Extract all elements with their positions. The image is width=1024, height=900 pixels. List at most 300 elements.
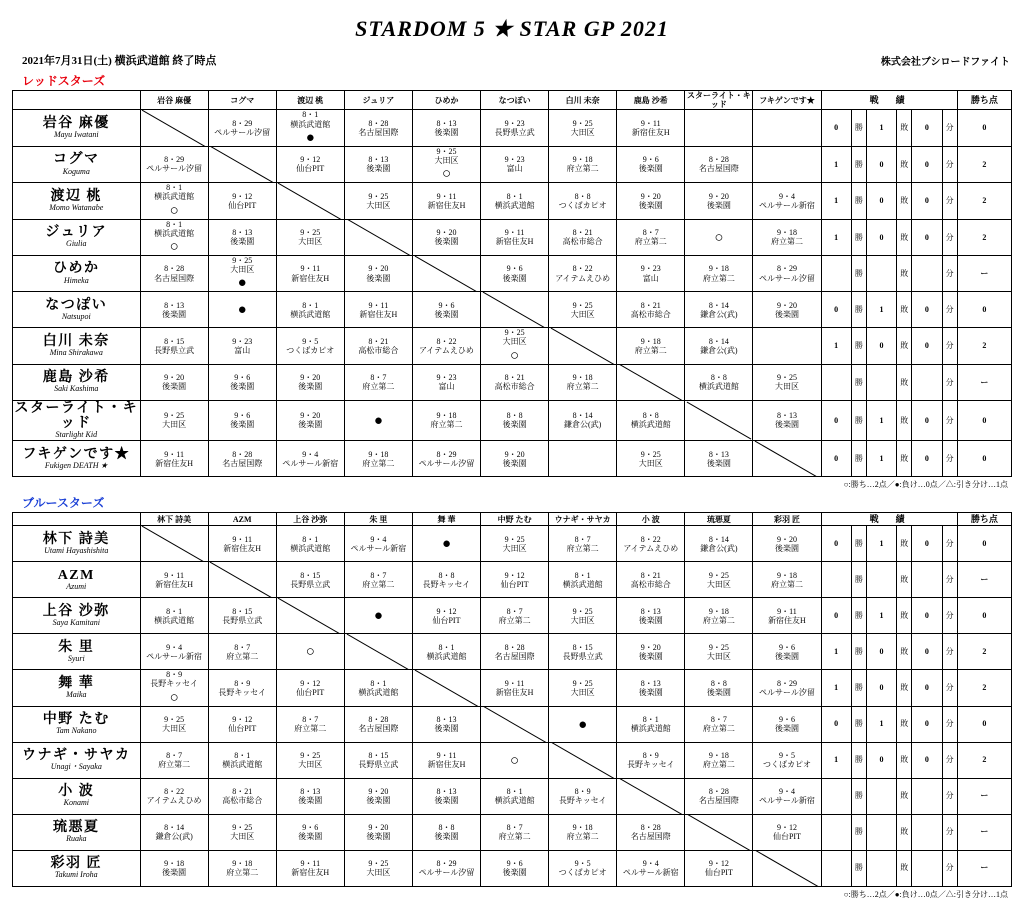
match-date: 8・1 [234,750,251,760]
wrestler-name-ja: ひめか [53,261,100,277]
wrestler-name-ja: 琉悪夏 [53,819,100,835]
match-date: 9・20 [640,642,661,652]
match-venue: 名古屋国際 [222,458,263,468]
match-date: 8・9 [166,670,183,680]
wrestler-name-ja: 朱 里 [58,639,95,655]
wrestler-name-en: Unagi・Sayaka [50,762,102,772]
loss-count: 1 [866,400,896,441]
match-date: 9・11 [504,228,525,237]
match-date: 9・25 [300,750,321,760]
match-venue: 高松市総合 [630,579,671,589]
table-row [13,526,1012,562]
match-date: 8・29 [436,858,457,868]
self-cell [685,814,753,850]
loss-count [866,562,896,598]
self-cell [549,328,617,364]
wrestler-name-cell [13,778,141,814]
match-cell [685,110,753,146]
wrestler-name-cell [13,219,141,255]
diagonal-line [346,219,410,255]
loss-count: 1 [866,110,896,146]
draw-count: 0 [912,634,942,670]
match-cell [344,526,412,562]
match-venue: ペルサール汐留 [418,458,475,468]
loss-label: 敗 [897,328,912,364]
match-date: 9・18 [368,449,389,459]
match-cell [685,706,753,742]
draw-label: 分 [942,526,957,562]
corner-cell [13,91,141,110]
match-date: 9・20 [708,191,729,201]
match-venue: 後楽園 [298,420,323,430]
match-date: 8・9 [642,750,659,760]
match-cell [685,328,753,364]
draw-count [912,778,942,814]
match-cell [753,706,821,742]
group-label-red: レッドスターズ [22,74,106,88]
match-cell [344,742,412,778]
wrestler-name-en: Saya Kamitani [52,618,100,627]
match-venue: 新宿住友H [291,273,330,283]
match-date: 9・20 [368,822,389,832]
match-cell [344,400,412,441]
match-venue: 府立第二 [634,345,667,355]
match-cell [344,255,412,291]
match-venue: 横浜武道館 [290,309,331,319]
match-venue: 大田区 [162,724,187,734]
match-cell [753,110,821,146]
match-venue: 後楽園 [434,796,459,806]
match-venue: 横浜武道館 [154,192,195,202]
column-header-2: コグマ [208,91,276,110]
win-count [821,562,851,598]
match-cell [140,778,208,814]
draw-count: 0 [912,400,942,441]
self-cell [208,146,276,182]
match-venue: 後楽園 [638,615,663,625]
match-date: 8・22 [164,786,185,796]
match-venue: 大田区 [298,760,323,770]
match-date: 8・13 [436,714,457,724]
match-cell [276,400,344,441]
match-date: 8・7 [710,714,727,724]
match-venue: ペルサール汐留 [418,868,475,878]
match-cell [208,742,276,778]
match-date: 9・18 [776,228,797,237]
match-venue: 鎌倉公(武) [700,543,738,553]
match-date: 8・7 [370,372,387,382]
match-date: 8・21 [572,228,593,237]
match-venue: 仙台PIT [772,832,801,842]
match-venue: 鎌倉公(武) [564,420,602,430]
result-mark: ● [373,412,383,429]
match-venue: 大田区 [570,687,595,697]
match-cell [412,706,480,742]
result-mark: ○ [510,347,520,364]
wrestler-name-ja: ウナギ・サヤカ [22,747,131,763]
match-date: 9・12 [300,678,321,688]
match-date: 8・14 [708,534,729,544]
match-cell [140,183,208,219]
points-header: 勝ち点 [957,513,1011,526]
match-date: 9・6 [778,714,795,724]
match-venue: 後楽園 [434,724,459,734]
self-cell [481,706,549,742]
match-cell [208,634,276,670]
match-venue: 高松市総合 [358,345,399,355]
match-cell [140,328,208,364]
loss-label: 敗 [897,146,912,182]
match-venue: つくばカピオ [558,868,607,878]
wrestler-name-cell [13,364,141,400]
match-cell [481,255,549,291]
win-label: 勝 [851,598,866,634]
result-mark: ● [237,275,247,292]
match-cell [140,400,208,441]
wrestler-name-cell [13,742,141,778]
win-count [821,778,851,814]
wrestler-name-cell [13,110,141,146]
company-name: 株式会社ブシロードファイト [880,57,1010,68]
diagonal-line [619,778,683,814]
loss-count: 0 [866,219,896,255]
match-cell [617,255,685,291]
diagonal-line [142,110,206,146]
win-label: 勝 [851,146,866,182]
match-cell [685,183,753,219]
match-venue: 後楽園 [774,651,799,661]
match-cell [753,562,821,598]
match-venue: 後楽園 [366,164,391,174]
match-venue: 後楽園 [502,273,527,283]
win-count: 0 [821,292,851,328]
match-venue: 府立第二 [634,237,667,247]
match-venue: 後楽園 [502,458,527,468]
match-cell [481,183,549,219]
match-cell [617,562,685,598]
match-cell [276,146,344,182]
loss-label: 敗 [897,742,912,778]
match-date: 9・20 [436,228,457,237]
column-header-1: 林下 詩美 [140,513,208,526]
match-venue: 横浜武道館 [290,119,331,129]
match-date: 9・12 [708,858,729,868]
loss-label: 敗 [897,110,912,146]
match-cell [617,219,685,255]
match-date: 8・13 [300,786,321,796]
draw-label: 分 [942,328,957,364]
match-venue: 府立第二 [566,832,599,842]
match-cell [140,742,208,778]
column-header-9: スターライト・キッド [685,91,753,110]
wrestler-name-en: Starlight Kid [55,430,98,440]
match-date: 9・4 [778,786,795,796]
match-cell [481,670,549,706]
match-cell [617,634,685,670]
match-cell [617,400,685,441]
match-date: 8・9 [574,786,591,796]
result-mark: ● [441,536,452,553]
match-date: 8・14 [164,822,185,832]
column-header-6: 中野 たむ [481,513,549,526]
wrestler-name-ja: 彩羽 匠 [50,855,103,871]
diagonal-line [346,634,410,670]
win-label: 勝 [851,292,866,328]
match-venue: 後楽園 [706,200,731,210]
draw-label: 分 [942,364,957,400]
match-cell [617,110,685,146]
match-cell [549,850,617,886]
match-venue: 富山 [234,345,251,355]
match-venue: 高松市総合 [630,309,671,319]
match-venue: ペルサール汐留 [214,128,271,138]
match-date: 8・9 [234,678,251,688]
match-cell [685,146,753,182]
win-count: 0 [821,598,851,634]
match-date: 9・25 [368,191,389,201]
match-venue: 長野県立武 [562,651,603,661]
match-cell [412,146,480,182]
match-date: 8・28 [232,449,253,459]
draw-count: 0 [912,706,942,742]
match-venue: 新宿住友H [427,760,466,770]
match-cell [276,742,344,778]
match-date: 8・1 [506,786,523,796]
match-venue: 新宿住友H [427,200,466,210]
draw-count [912,255,942,291]
points-value: 2 [957,219,1011,255]
column-header-2: AZM [208,513,276,526]
match-venue: 後楽園 [366,796,391,806]
match-venue: 大田区 [230,265,255,275]
match-date: 8・21 [232,786,253,796]
points-header: 勝ち点 [957,91,1011,110]
match-cell [549,778,617,814]
wrestler-name-cell [13,670,141,706]
match-cell [753,219,821,255]
match-cell [344,598,412,634]
match-date: 8・7 [506,822,523,832]
match-cell [344,778,412,814]
match-venue: 名古屋国際 [630,832,671,842]
table-row [13,706,1012,742]
match-cell [549,219,617,255]
match-cell [344,441,412,477]
wrestler-name-en: Utami Hayashishita [44,546,109,555]
wrestler-name-en: Saki Kashima [54,384,99,394]
draw-label: 分 [942,850,957,886]
match-date: 8・7 [642,228,659,237]
match-cell [481,778,549,814]
match-venue: 長野キッセイ [558,796,607,806]
match-date: 8・7 [574,534,591,544]
match-cell [412,598,480,634]
match-venue: 後楽園 [638,164,663,174]
match-venue: 府立第二 [566,543,599,553]
match-cell [208,400,276,441]
loss-count [866,255,896,291]
wrestler-name-en: Mayu Iwatani [53,130,99,140]
diagonal-line [687,402,751,440]
match-date: 8・1 [438,642,455,652]
diagonal-line [278,598,342,634]
diagonal-line [482,292,546,328]
diagonal-line [414,255,478,291]
match-date: 9・6 [778,642,795,652]
match-cell [549,400,617,441]
match-cell [276,364,344,400]
match-cell [685,634,753,670]
win-label: 勝 [851,850,866,886]
column-header-9: 琉悪夏 [685,513,753,526]
draw-count: 0 [912,183,942,219]
group-label-blue: ブルースターズ [22,496,105,511]
draw-label: 分 [942,778,957,814]
match-cell [617,526,685,562]
match-date: 9・20 [504,449,525,459]
match-date: 8・15 [232,606,253,616]
result-mark: ○ [169,238,179,255]
match-cell [276,219,344,255]
self-cell [617,364,685,400]
match-cell [549,598,617,634]
wrestler-name-ja: なつぽい [45,297,108,313]
result-mark: ○ [169,202,179,219]
match-date: 9・12 [232,191,253,201]
match-venue: 後楽園 [434,832,459,842]
match-venue: 富山 [438,382,455,392]
match-cell [549,634,617,670]
match-cell [208,814,276,850]
match-cell [617,670,685,706]
match-date: 8・29 [232,118,253,128]
wrestler-name-ja: コグマ [53,152,100,168]
match-cell [617,441,685,477]
match-date: 9・18 [572,822,593,832]
wrestler-name-cell [13,441,141,477]
points-value: 2 [957,146,1011,182]
win-count: 0 [821,706,851,742]
match-cell [481,110,549,146]
match-cell [753,670,821,706]
match-date: 8・22 [572,264,593,274]
table-row [13,292,1012,328]
match-cell [208,183,276,219]
diagonal-line [550,742,614,778]
match-cell [412,778,480,814]
match-cell [276,441,344,477]
match-date: 8・22 [640,534,661,544]
match-venue: 長野キッセイ [626,760,675,770]
wrestler-name-ja: ジュリア [45,225,108,241]
match-cell [412,364,480,400]
draw-count: 0 [912,328,942,364]
match-cell [344,183,412,219]
loss-count [866,364,896,400]
match-venue: 新宿住友H [359,309,398,319]
event-date: 2021年7月31日(土) 横浜武道館 終了時点 [22,55,217,67]
self-cell [276,598,344,634]
match-cell [412,526,480,562]
match-venue: アイテムえひめ [419,345,474,355]
loss-label: 敗 [897,400,912,441]
match-venue: 仙台PIT [704,868,733,878]
diagonal-line [619,364,683,400]
match-venue: 府立第二 [566,164,599,174]
wrestler-name-en: Giulia [66,239,87,249]
wrestler-name-en: Maika [66,690,87,700]
win-count: 1 [821,742,851,778]
match-date: 9・4 [302,449,319,459]
wrestler-name-en: Fukigen DEATH ★ [44,461,108,470]
match-date: 9・11 [436,750,457,760]
match-date: 9・6 [234,411,251,421]
wrestler-name-ja: 林下 詩美 [42,531,110,547]
match-venue: 長野キッセイ [218,687,266,697]
match-cell [753,598,821,634]
match-venue: 後楽園 [366,273,391,283]
diagonal-line [210,562,274,598]
draw-label: 分 [942,441,957,477]
loss-label: 敗 [897,850,912,886]
match-cell [208,110,276,146]
match-date: 9・20 [300,411,321,421]
match-venue: 府立第二 [362,382,395,392]
self-cell [753,850,821,886]
match-venue: 府立第二 [498,615,531,625]
match-venue: 大田区 [570,615,595,625]
wrestler-name-en: Azumi [66,582,87,591]
match-date: 9・25 [708,642,729,652]
match-cell [617,146,685,182]
match-venue: 後楽園 [706,458,731,468]
match-cell [140,562,208,598]
column-header-4: ジュリア [344,91,412,110]
match-date: 9・18 [164,858,185,868]
wrestler-name-en: Koguma [62,166,90,176]
blue-stars-table [12,512,1012,886]
match-date: 8・8 [506,411,523,421]
match-cell [481,219,549,255]
points-value: 0 [957,292,1011,328]
self-cell [549,742,617,778]
match-date: 9・11 [436,191,457,201]
win-count: 0 [821,526,851,562]
match-date: 9・23 [504,155,525,165]
match-cell [481,364,549,400]
match-cell [344,364,412,400]
match-cell [617,292,685,328]
subheader [0,42,1024,68]
match-date: 8・15 [300,570,321,580]
match-venue: 大田区 [366,200,391,210]
match-cell [208,328,276,364]
match-venue: 府立第二 [498,832,531,842]
draw-label: 分 [942,814,957,850]
win-label: 勝 [851,219,866,255]
match-venue: 名古屋国際 [494,651,535,661]
match-cell [753,400,821,441]
match-venue: 府立第二 [294,724,327,734]
match-venue: 後楽園 [774,309,799,319]
wrestler-name-cell [13,328,141,364]
match-date: 9・18 [708,264,729,274]
win-label: 勝 [851,328,866,364]
match-date: 8・28 [640,822,661,832]
wrestler-name-en: Ruaka [66,834,87,844]
points-value: 0 [957,598,1011,634]
red-table-header [13,91,1012,110]
